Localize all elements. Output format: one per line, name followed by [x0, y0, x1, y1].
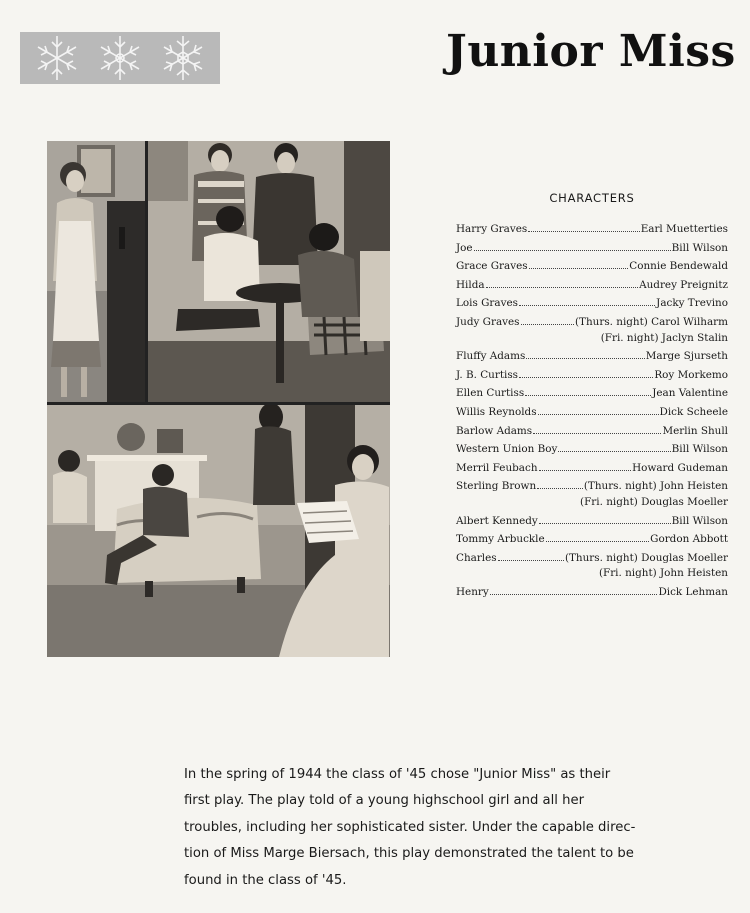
paragraph-line: first play. The play told of a young highschool girl and all her: [184, 793, 585, 809]
cast-actor: Dick Lehman: [658, 585, 728, 598]
cast-role: Ellen Curtiss: [456, 387, 525, 400]
snowflake-icon: [95, 33, 145, 83]
characters-heading: CHARACTERS: [549, 191, 635, 205]
cast-actor: Howard Gudeman: [632, 461, 728, 474]
cast-role: Merril Feubach: [456, 461, 538, 474]
cast-actor: Bill Wilson: [671, 443, 728, 456]
leader-dots: [529, 268, 629, 269]
cast-role: Charles: [456, 551, 497, 564]
cast-row: [456, 459, 728, 478]
cast-actor: Dick Scheele: [659, 405, 728, 418]
leader-dots: [537, 488, 583, 489]
cast-row: [456, 384, 728, 403]
cast-actor-alternate: (Fri. night) Douglas Moeller: [580, 495, 728, 508]
cast-actor: Audrey Preignitz: [639, 278, 728, 291]
leader-dots: [558, 451, 670, 452]
snowflake-icon: [158, 33, 208, 83]
cast-role: Barlow Adams: [456, 424, 533, 437]
cast-role: Fluffy Adams: [456, 350, 526, 363]
cast-list: [456, 220, 728, 601]
description-paragraph: [184, 762, 674, 894]
cast-actor: Bill Wilson: [671, 241, 728, 254]
leader-dots: [539, 470, 632, 471]
cast-actor: (Thurs. night) John Heisten: [583, 480, 728, 493]
photo-living-room-scene: [47, 405, 390, 657]
leader-dots: [521, 324, 574, 325]
cast-actor: Marge Sjurseth: [645, 350, 728, 363]
cast-actor: Merlin Shull: [662, 424, 728, 437]
snowflake-icon: [32, 33, 82, 83]
leader-dots: [526, 358, 644, 359]
cast-row: [456, 440, 728, 459]
photo-collage: [47, 141, 390, 657]
leader-dots: [525, 395, 651, 396]
leader-dots: [519, 377, 653, 378]
photo-woman-in-apron: [47, 141, 145, 402]
cast-row: [456, 239, 728, 258]
leader-dots: [533, 433, 661, 434]
cast-role: Harry Graves: [456, 223, 528, 235]
cast-role: Albert Kennedy: [456, 514, 538, 527]
cast-role: Grace Graves: [456, 260, 528, 273]
leader-dots: [528, 231, 640, 232]
cast-actor-alternate: (Fri. night) Jaclyn Stalin: [600, 331, 728, 344]
cast-role: Joe: [456, 241, 473, 254]
cast-actor: (Thurs. night) Douglas Moeller: [564, 551, 728, 564]
paragraph-line: In the spring of 1944 the class of '45 chose "Junior Miss" as their: [184, 767, 611, 782]
cast-row: [456, 257, 728, 276]
cast-role: Henry: [456, 585, 489, 598]
cast-role: Tommy Arbuckle: [456, 533, 545, 546]
cast-role: Western Union Boy: [456, 443, 558, 456]
page-title: Junior Miss: [446, 26, 736, 77]
leader-dots: [539, 523, 671, 524]
leader-dots: [490, 594, 658, 595]
cast-row: [456, 220, 728, 239]
paragraph-line: troubles, including her sophisticated sister. Under the capable direc-: [184, 819, 636, 835]
cast-row: [456, 530, 728, 549]
cast-row: [456, 512, 728, 531]
cast-role: Judy Graves: [456, 315, 520, 328]
cast-row: [456, 422, 728, 441]
cast-row: [456, 366, 728, 385]
cast-actor: Connie Bendewald: [629, 260, 728, 273]
leader-dots: [498, 560, 564, 561]
photo-card-game-scene: [148, 141, 390, 402]
cast-row: [456, 294, 728, 313]
paragraph-line: found in the class of '45.: [184, 872, 347, 888]
cast-actor: Bill Wilson: [671, 514, 728, 527]
cast-actor-alternate: (Fri. night) John Heisten: [598, 567, 728, 580]
cast-row: [456, 583, 728, 602]
cast-role: Hilda: [456, 278, 485, 291]
cast-role: J. B. Curtiss: [456, 368, 518, 381]
cast-actor: Gordon Abbott: [650, 533, 728, 546]
paragraph-line: tion of Miss Marge Biersach, this play demonstrated the talent to be: [184, 846, 634, 862]
snowflake-banner: [20, 32, 220, 84]
cast-role: Willis Reynolds: [456, 405, 537, 418]
cast-row: [456, 347, 728, 366]
leader-dots: [519, 305, 655, 306]
cast-role: Sterling Brown: [456, 480, 537, 493]
leader-dots: [538, 414, 659, 415]
cast-row: [456, 403, 728, 422]
cast-actor: Roy Morkemo: [654, 368, 728, 381]
leader-dots: [474, 250, 671, 251]
cast-actor: Jacky Trevino: [656, 297, 728, 310]
cast-actor: (Thurs. night) Carol Wilharm: [574, 315, 728, 328]
leader-dots: [486, 287, 639, 288]
cast-row: [456, 276, 728, 295]
cast-actor: Jean Valentine: [652, 387, 728, 400]
cast-actor: Earl Muetterties: [640, 223, 728, 235]
leader-dots: [546, 541, 649, 542]
cast-role: Lois Graves: [456, 297, 518, 310]
